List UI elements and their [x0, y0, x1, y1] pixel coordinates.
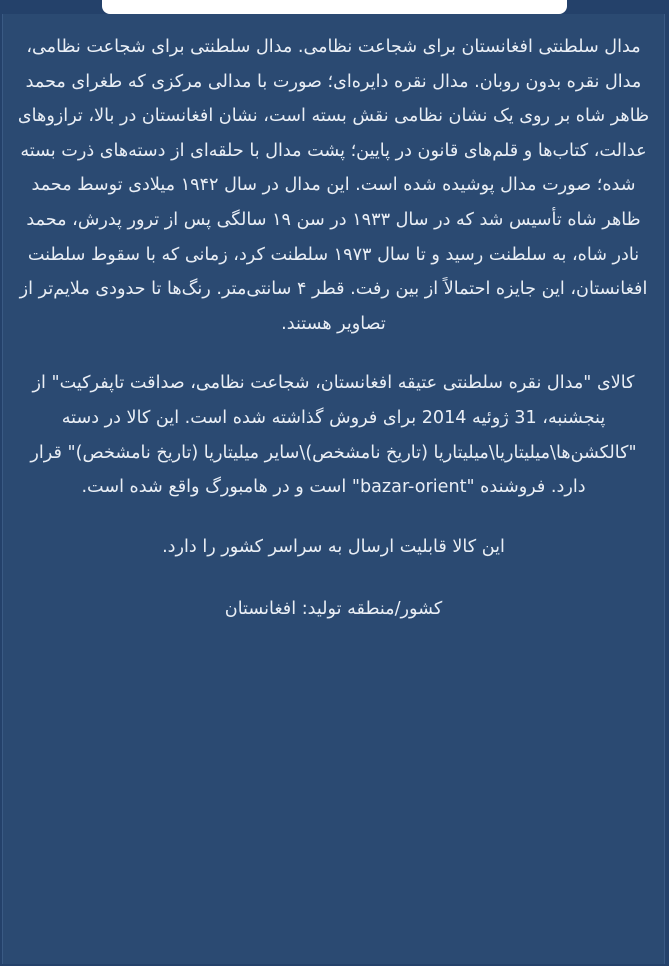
listing-info-paragraph: کالای "مدال نقره سلطنتی عتیقه افغانستان، شجاعت نظامی، صداقت تاپفرکیت" از پنجشنبه، 31 ژوئیه 2014 برای فروش گذاشته شده است. این کالا در دسته "کالکشن‌ها\میلیتاریا\میلیتاریا (تاریخ نامشخص)\سایر میلیتاریا (تاریخ نامشخص)" قرار دارد. فروشنده "bazar-orient" است و در هامبورگ واقع شده است. — [30, 373, 637, 498]
description-content — [15, 30, 652, 652]
shipping-info-paragraph: این کالا قابلیت ارسال به سراسر کشور را دارد. — [162, 536, 505, 557]
origin-country-paragraph: کشور/منطقه تولید: افغانستان — [224, 599, 443, 620]
top-tab — [102, 0, 567, 14]
description-panel — [2, 14, 665, 964]
medal-description-paragraph: مدال سلطنتی افغانستان برای شجاعت نظامی. مدال سلطنتی برای شجاعت نظامی، مدال نقره بدون روبان. مدال نقره دایره‌ای؛ صورت با مدالی مرکزی که طغرای محمد ظاهر شاه بر روی یک نشان نظامی نقش بسته است، نشان افغانستان در بالا، ترازوهای عدالت، کتاب‌ها و قلم‌های قانون در پایین؛ پشت مدال با حلقه‌ای از دسته‌های ذرت بسته شده؛ صورت مدال پوشیده شده است. این مدال در سال ۱۹۴۲ میلادی توسط محمد ظاهر شاه تأسیس شد که در سال ۱۹۳۳ در سن ۱۹ سالگی پس از ترور پدرش، محمد نادر شاه، به سلطنت رسید و تا سال ۱۹۷۳ سلطنت کرد، زمانی که با سقوط سلطنت افغانستان، این جایزه احتمالاً از بین رفت. قطر ۴ سانتی‌متر. رنگ‌ها تا حدودی ملایم‌تر از تصاویر هستند. — [17, 37, 650, 334]
